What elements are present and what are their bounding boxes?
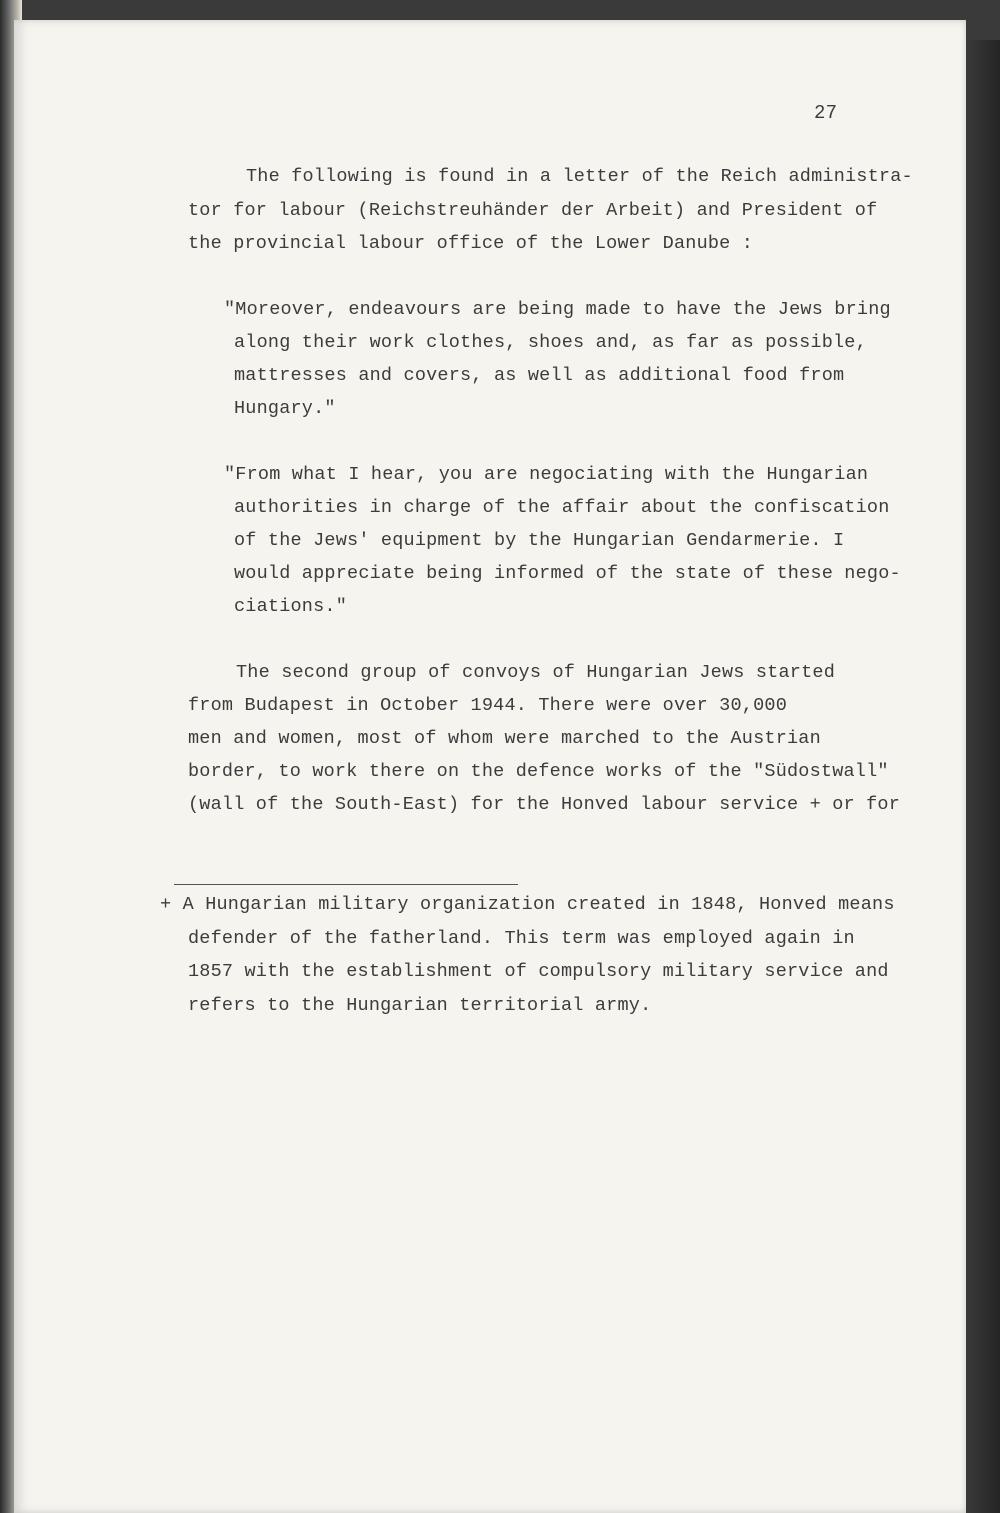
paragraph1-line-1: The following is found in a letter of the Reich administra-: [246, 166, 913, 187]
paragraph2-line-2: from Budapest in October 1944. There were over 30,000: [188, 695, 787, 716]
page-number: 27: [814, 102, 838, 124]
footnote-line-1: + A Hungarian military organization created in 1848, Honved means: [160, 894, 895, 915]
footnote-separator: [174, 884, 518, 885]
footnote-line-4: refers to the Hungarian territorial army.: [188, 995, 652, 1016]
quote1-line-1: "Moreover, endeavours are being made to have the Jews bring: [224, 299, 891, 320]
paragraph1-line-2: tor for labour (Reichstreuhänder der Arbeit) and President of: [188, 200, 878, 221]
quote1-line-2: along their work clothes, shoes and, as far as possible,: [234, 332, 867, 353]
paragraph2-line-3: men and women, most of whom were marched to the Austrian: [188, 728, 821, 749]
paragraph2-line-4: border, to work there on the defence works of the "Südostwall": [188, 761, 889, 782]
document-page: [14, 20, 966, 1513]
paragraph1-line-3: the provincial labour office of the Lower Danube :: [188, 233, 754, 254]
quote2-line-1: "From what I hear, you are negociating with the Hungarian: [224, 464, 869, 485]
paragraph2-line-1: The second group of convoys of Hungarian Jews started: [236, 662, 835, 683]
quote1-line-3: mattresses and covers, as well as additional food from: [234, 365, 845, 386]
quote2-line-5: ciations.": [234, 596, 348, 617]
quote1-line-4: Hungary.": [234, 398, 336, 419]
quote2-line-3: of the Jews' equipment by the Hungarian Gendarmerie. I: [234, 530, 845, 551]
page-right-edge: [966, 40, 1000, 1513]
footnote-line-2: defender of the fatherland. This term was employed again in: [188, 928, 855, 949]
paragraph2-line-5: (wall of the South-East) for the Honved labour service + or for: [188, 794, 901, 815]
quote2-line-2: authorities in charge of the affair about the confiscation: [234, 497, 890, 518]
quote2-line-4: would appreciate being informed of the state of these nego-: [234, 563, 901, 584]
footnote-line-3: 1857 with the establishment of compulsory military service and: [188, 961, 889, 982]
